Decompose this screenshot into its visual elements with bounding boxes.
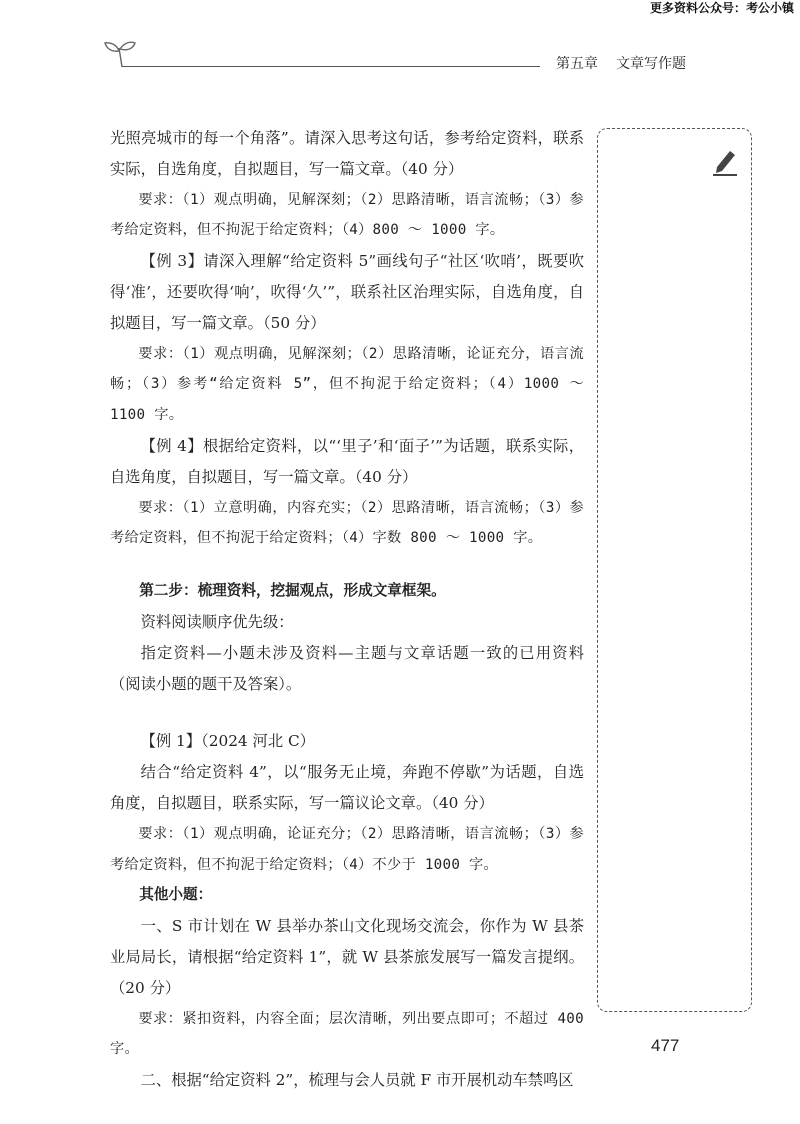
example-3: 【例 3】请深入理解“给定资料 5”画线句子“社区‘吹哨’，既要吹得‘准’，还要吹得‘响’，吹得‘久’”，联系社区治理实际，自选角度，自拟题目，写一篇文章。（50 分）	[110, 252, 584, 332]
page-number: 477	[651, 1036, 680, 1055]
example-4: 【例 4】根据给定资料，以“‘里子’和‘面子’”为话题，联系实际，自选角度，自拟题目，写一篇文章。（40 分）	[110, 436, 584, 486]
requirement-text: 要求：（1）观点明确，见解深刻；（2）思路清晰，语言流畅；（3）参考给定资料，但不拘泥于给定资料；（4）800 ～ 1000 字。	[110, 191, 584, 239]
requirement-text: 要求：紧扣资料，内容全面；层次清晰，列出要点即可；不超过 400 字。	[110, 1010, 584, 1058]
step-2-heading: 第二步：梳理资料，挖掘观点，形成文章框架。	[139, 582, 446, 600]
example-1: 结合“给定资料 4”，以“服务无止境，奔跑不停歇”为话题，自选角度，自拟题目，联系实际，写一篇议论文章。（40 分）	[110, 763, 584, 812]
chapter-heading	[556, 53, 686, 73]
chapter-number: 第五章	[556, 56, 598, 72]
watermark-text: 更多资料公众号：考公小镇	[649, 1, 794, 15]
requirement-text: 要求：（1）观点明确，见解深刻；（2）思路清晰，论证充分，语言流畅；（3）参考“给定资料 5”，但不拘泥于给定资料；（4）1000 ～ 1100 字。	[110, 345, 584, 424]
reading-order-text: 指定资料—小题未涉及资料—主题与文章话题一致的已用资料（阅读小题的题干及答案）。	[110, 643, 584, 693]
other-questions-heading: 其他小题：	[139, 886, 213, 904]
question-2: 二、根据“给定资料 2”，梳理与会人员就 F 市开展机动车禁鸣区	[140, 1071, 574, 1090]
question-1: 一、S 市计划在 W 县举办茶山文化现场交流会，你作为 W 县茶业局局长，请根据“给定资料 1”，就 W 县茶旅发展写一篇发言提纲。（20 分）	[110, 917, 584, 997]
requirement-text: 要求：（1）观点明确，论证充分；（2）思路清晰，语言流畅；（3）参考给定资料，但不拘泥于给定资料；（4）不少于 1000 字。	[110, 825, 584, 873]
pencil-icon	[711, 147, 739, 177]
example-1-heading: 【例 1】（2024 河北 C）	[140, 732, 315, 751]
sprout-icon	[100, 40, 140, 68]
notes-box	[597, 128, 752, 1012]
requirement-text: 要求：（1）立意明确，内容充实；（2）思路清晰，语言流畅；（3）参考给定资料，但不拘泥于给定资料；（4）字数 800 ～ 1000 字。	[110, 499, 584, 547]
paragraph-continued: 光照亮城市的每一个角落”。请深入思考这句话，参考给定资料，联系实际，自选角度，自拟题目，写一篇文章。（40 分）	[110, 129, 584, 178]
header-rule	[122, 66, 540, 67]
reading-order-label: 资料阅读顺序优先级：	[140, 612, 294, 631]
page-body	[110, 123, 584, 1096]
chapter-title: 文章写作题	[616, 56, 686, 72]
